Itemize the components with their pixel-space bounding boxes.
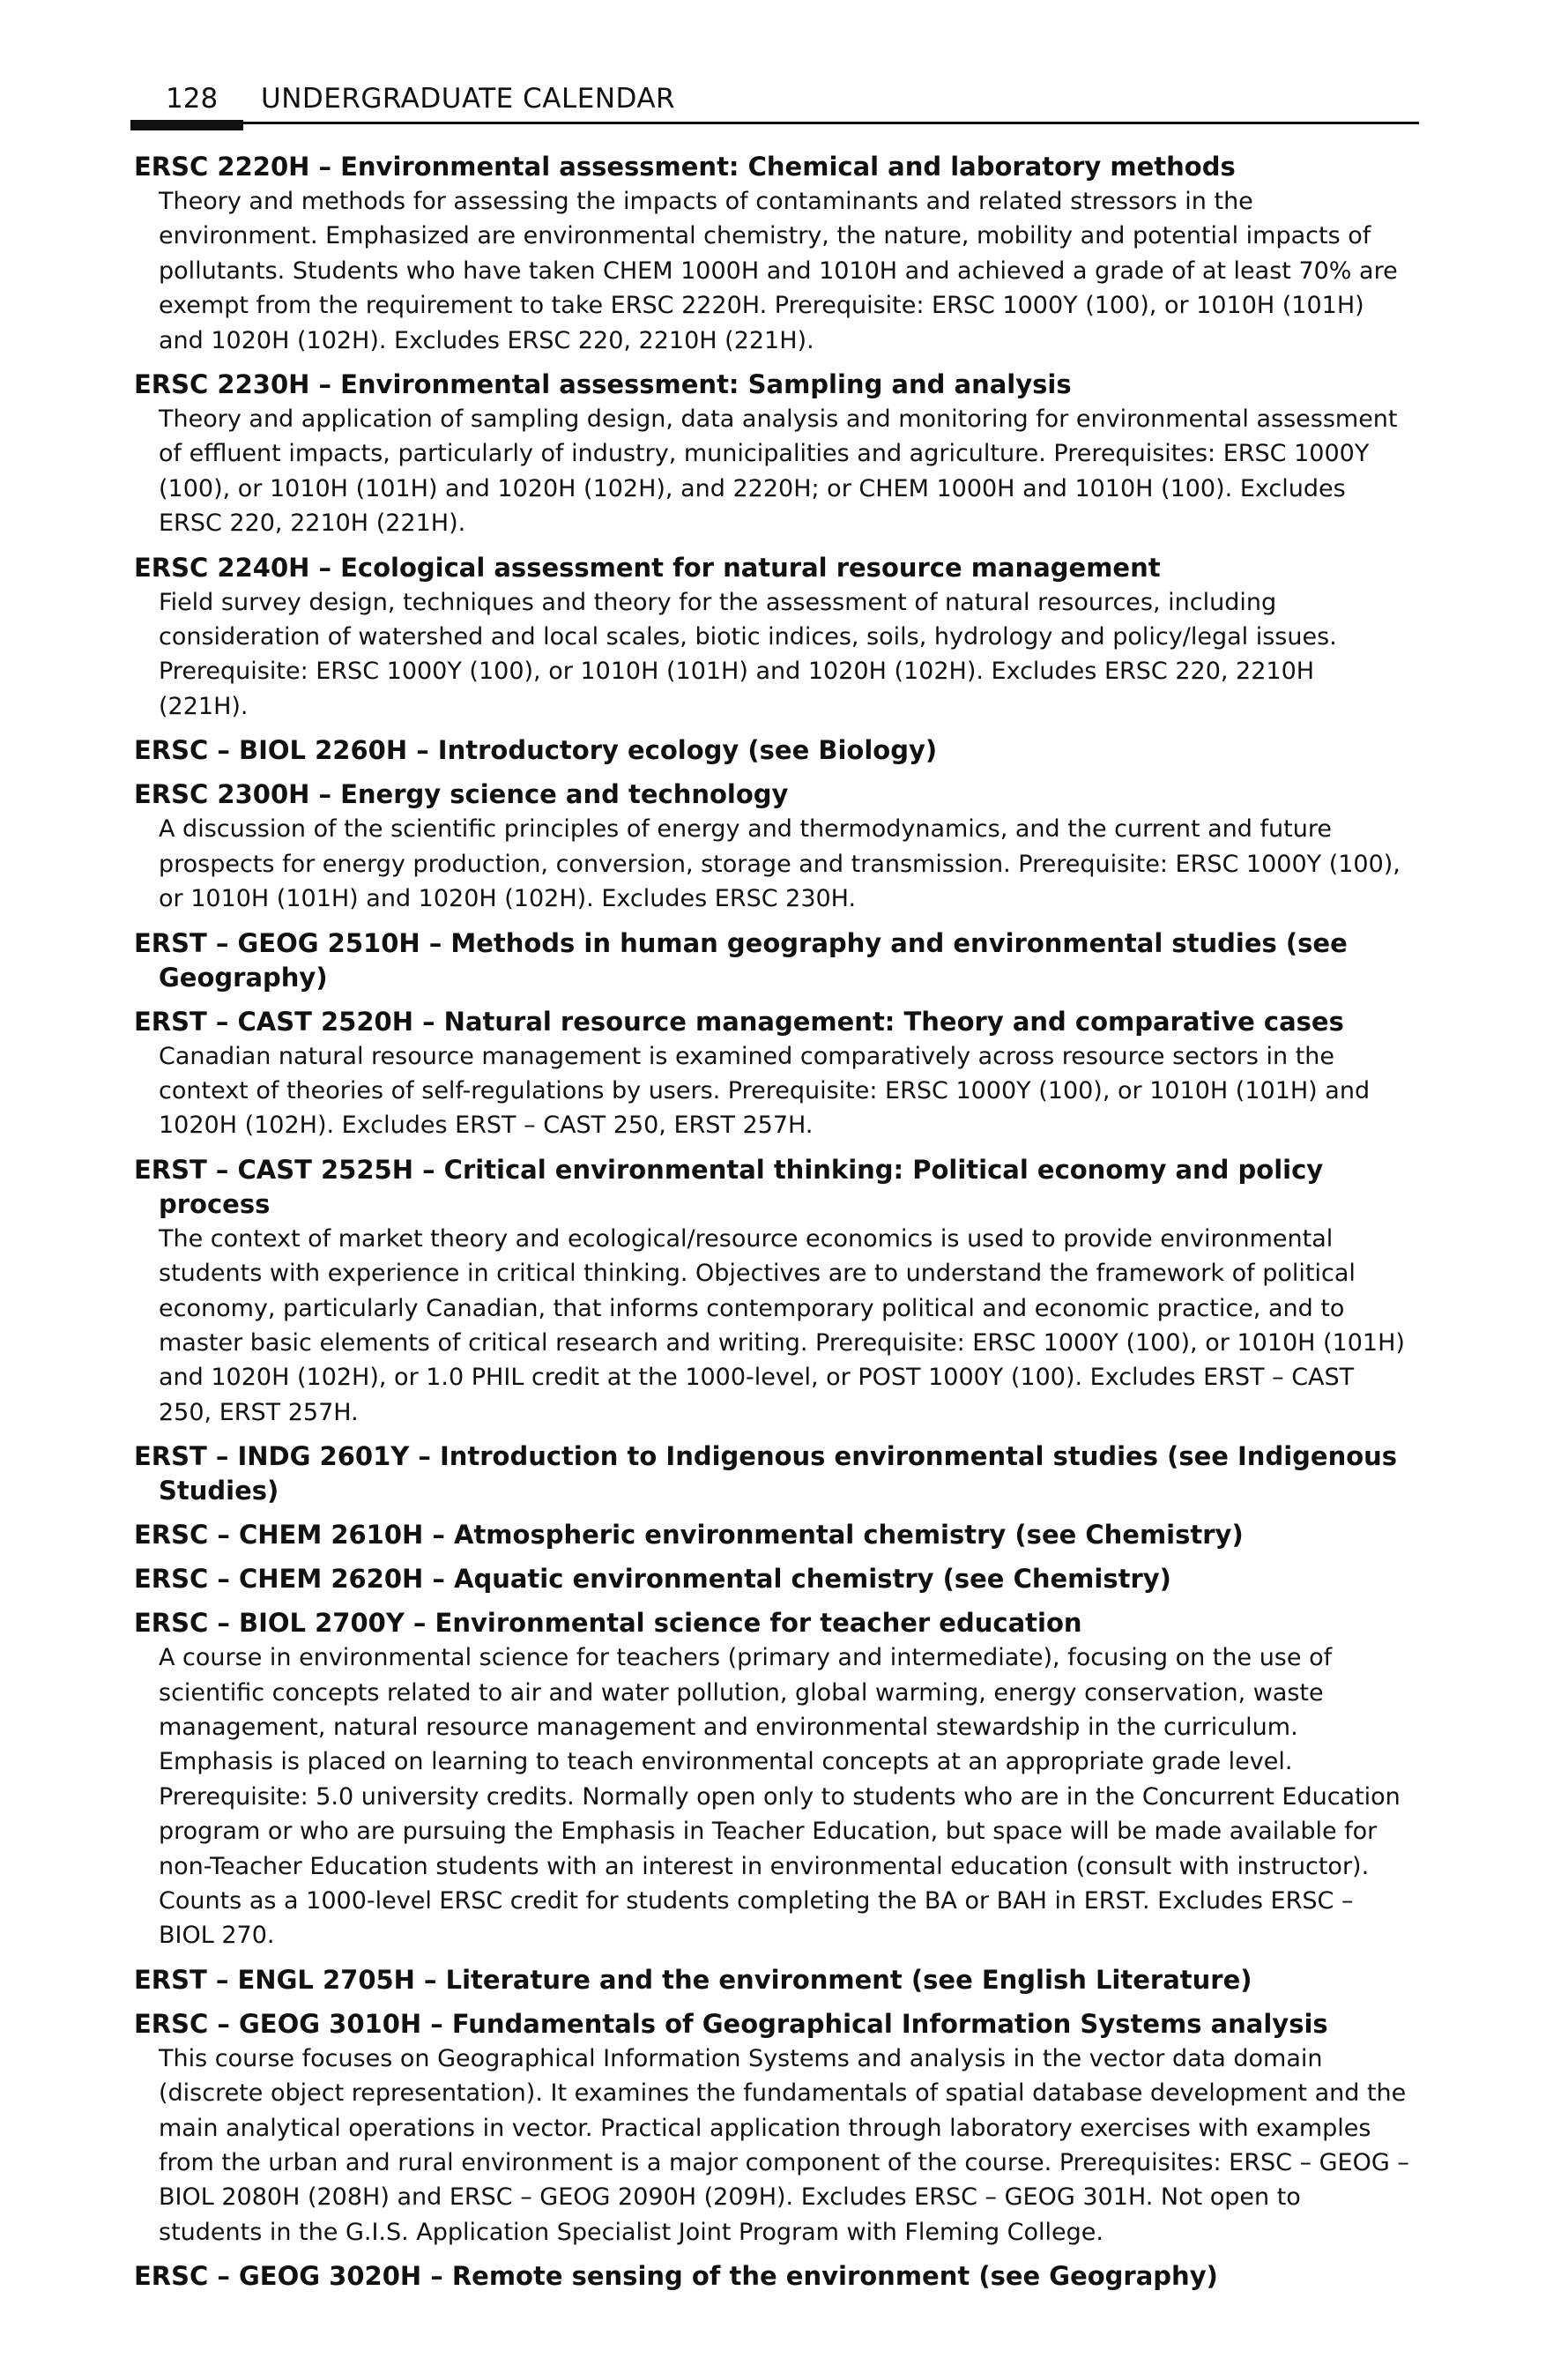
course-title: ERSC – GEOG 3020H – Remote sensing of the environment (see Geography) bbox=[134, 2261, 1218, 2292]
course-description: This course focuses on Geographical Information Systems and analysis in the vector data domain (discrete object representation). It examines the fundamentals of spatial database development and the main analytical operations in vector. Practical application through laboratory exercises with examples from the urban and rural environment is a major component of the course. Prerequisites: ERSC – GEOG – BIOL 2080H (208H) and ERSC – GEOG 2090H (209H). Excludes ERSC – GEOG 301H. Not open to students in the G.I.S. Application Specialist Joint Program with Fleming College. bbox=[159, 2044, 1409, 2246]
page-number: 128 bbox=[166, 83, 219, 115]
course-description: Theory and application of sampling design, data analysis and monitoring for environmental assessment of effluent impacts, particularly of industry, municipalities and agriculture. Prerequisites: ERSC 1000Y (100), or 1010H (101H) and 1020H (102H), and 2220H; or CHEM 1000H and 1010H (100). Excludes ERSC 220, 2210H (221H). bbox=[159, 405, 1398, 538]
course-title: ERSC – GEOG 3010H – Fundamentals of Geographical Information Systems analysis bbox=[134, 2008, 1328, 2039]
course-title: ERSC – BIOL 2260H – Introductory ecology (see Biology) bbox=[134, 735, 938, 766]
header-rule bbox=[130, 122, 1419, 124]
course-description: A discussion of the scientific principles of energy and thermodynamics, and the current and future prospects for energy production, conversion, storage and transmission. Prerequisite: ERSC 1000Y (100), or 1010H (101H) and 1020H (102H). Excludes ERSC 230H. bbox=[159, 815, 1401, 913]
course-title: ERSC 2220H – Environmental assessment: Chemical and laboratory methods bbox=[134, 152, 1236, 182]
course-description: A course in environmental science for teachers (primary and intermediate), focusing on the use of scientific concepts related to air and water pollution, global warming, energy conservation, waste management, natural resource management and environmental stewardship in the curriculum. Emphasis is placed on learning to teach environmental concepts at an appropriate grade level. Prerequisite: 5.0 university credits. Normally open only to students who are in the Concurrent Education program or who are pursuing the Emphasis in Teacher Education, but space will be made available for non-Teacher Education students with an interest in environmental education (consult with instructor). Counts as a 1000-level ERSC credit for students completing the BA or BAH in ERST. Excludes ERSC – BIOL 270. bbox=[159, 1644, 1401, 1950]
course-description: Theory and methods for assessing the impacts of contaminants and related stressors in the environment. Emphasized are environmental chemistry, the nature, mobility and potential impacts of pollutants. Students who have taken CHEM 1000H and 1010H and achieved a grade of at least 70% are exempt from the requirement to take ERSC 2220H. Prerequisite: ERSC 1000Y (100), or 1010H (101H) and 1020H (102H). Excludes ERSC 220, 2210H (221H). bbox=[159, 188, 1398, 354]
course-entry bbox=[134, 1562, 1410, 1596]
course-entry bbox=[134, 150, 1410, 358]
course-entry bbox=[134, 2007, 1410, 2250]
course-entry bbox=[134, 551, 1410, 725]
course-entry bbox=[134, 926, 1410, 995]
course-title: ERST – CAST 2525H – Critical environmental thinking: Political economy and policy process bbox=[134, 1154, 1324, 1219]
course-description: Field survey design, techniques and theory for the assessment of natural resources, including consideration of watershed and local scales, biotic indices, soils, hydrology and policy/legal issues. Prerequisite: ERSC 1000Y (100), or 1010H (101H) and 1020H (102H). Excludes ERSC 220, 2210H (221H). bbox=[159, 588, 1337, 720]
course-entry bbox=[134, 1518, 1410, 1552]
course-title: ERSC – CHEM 2620H – Aquatic environmental chemistry (see Chemistry) bbox=[134, 1564, 1171, 1595]
running-title: UNDERGRADUATE CALENDAR bbox=[261, 83, 676, 115]
course-title: ERSC 2240H – Ecological assessment for natural resource management bbox=[134, 552, 1161, 583]
course-entry bbox=[134, 1153, 1410, 1430]
course-entry bbox=[134, 2259, 1410, 2294]
course-description: Canadian natural resource management is examined comparatively across resource sectors in the context of theories of self-regulations by users. Prerequisite: ERSC 1000Y (100), or 1010H (101H) and 1020H (102H). Excludes ERST – CAST 250, ERST 257H. bbox=[159, 1042, 1371, 1140]
course-title: ERST – INDG 2601Y – Introduction to Indigenous environmental studies (see Indigenous Studies) bbox=[134, 1441, 1398, 1506]
course-title: ERST – GEOG 2510H – Methods in human geography and environmental studies (see Geography) bbox=[134, 927, 1348, 993]
course-entry bbox=[134, 1963, 1410, 1997]
course-entry bbox=[134, 368, 1410, 541]
course-title: ERSC – CHEM 2610H – Atmospheric environmental chemistry (see Chemistry) bbox=[134, 1520, 1244, 1551]
course-title: ERST – CAST 2520H – Natural resource management: Theory and comparative cases bbox=[134, 1006, 1344, 1037]
course-entry bbox=[134, 777, 1410, 916]
course-listing bbox=[134, 150, 1410, 2303]
course-description: The context of market theory and ecological/resource economics is used to provide environmental students with experience in critical thinking. Objectives are to understand the framework of political economy, particularly Canadian, that informs contemporary political and economic practice, and to master basic elements of critical research and writing. Prerequisite: ERSC 1000Y (100), or 1010H (101H) and 1020H (102H), or 1.0 PHIL credit at the 1000-level, or POST 1000Y (100). Excludes ERST – CAST 250, ERST 257H. bbox=[159, 1224, 1405, 1426]
course-entry bbox=[134, 733, 1410, 768]
course-title: ERSC – BIOL 2700Y – Environmental science for teacher education bbox=[134, 1608, 1082, 1639]
header-rule-tab bbox=[130, 120, 243, 130]
course-title: ERSC 2300H – Energy science and technology bbox=[134, 779, 789, 810]
course-title: ERST – ENGL 2705H – Literature and the environment (see English Literature) bbox=[134, 1964, 1252, 1995]
course-entry bbox=[134, 1606, 1410, 1953]
course-title: ERSC 2230H – Environmental assessment: Sampling and analysis bbox=[134, 369, 1072, 400]
page-header bbox=[130, 81, 1419, 132]
course-entry bbox=[134, 1439, 1410, 1508]
course-entry bbox=[134, 1005, 1410, 1143]
